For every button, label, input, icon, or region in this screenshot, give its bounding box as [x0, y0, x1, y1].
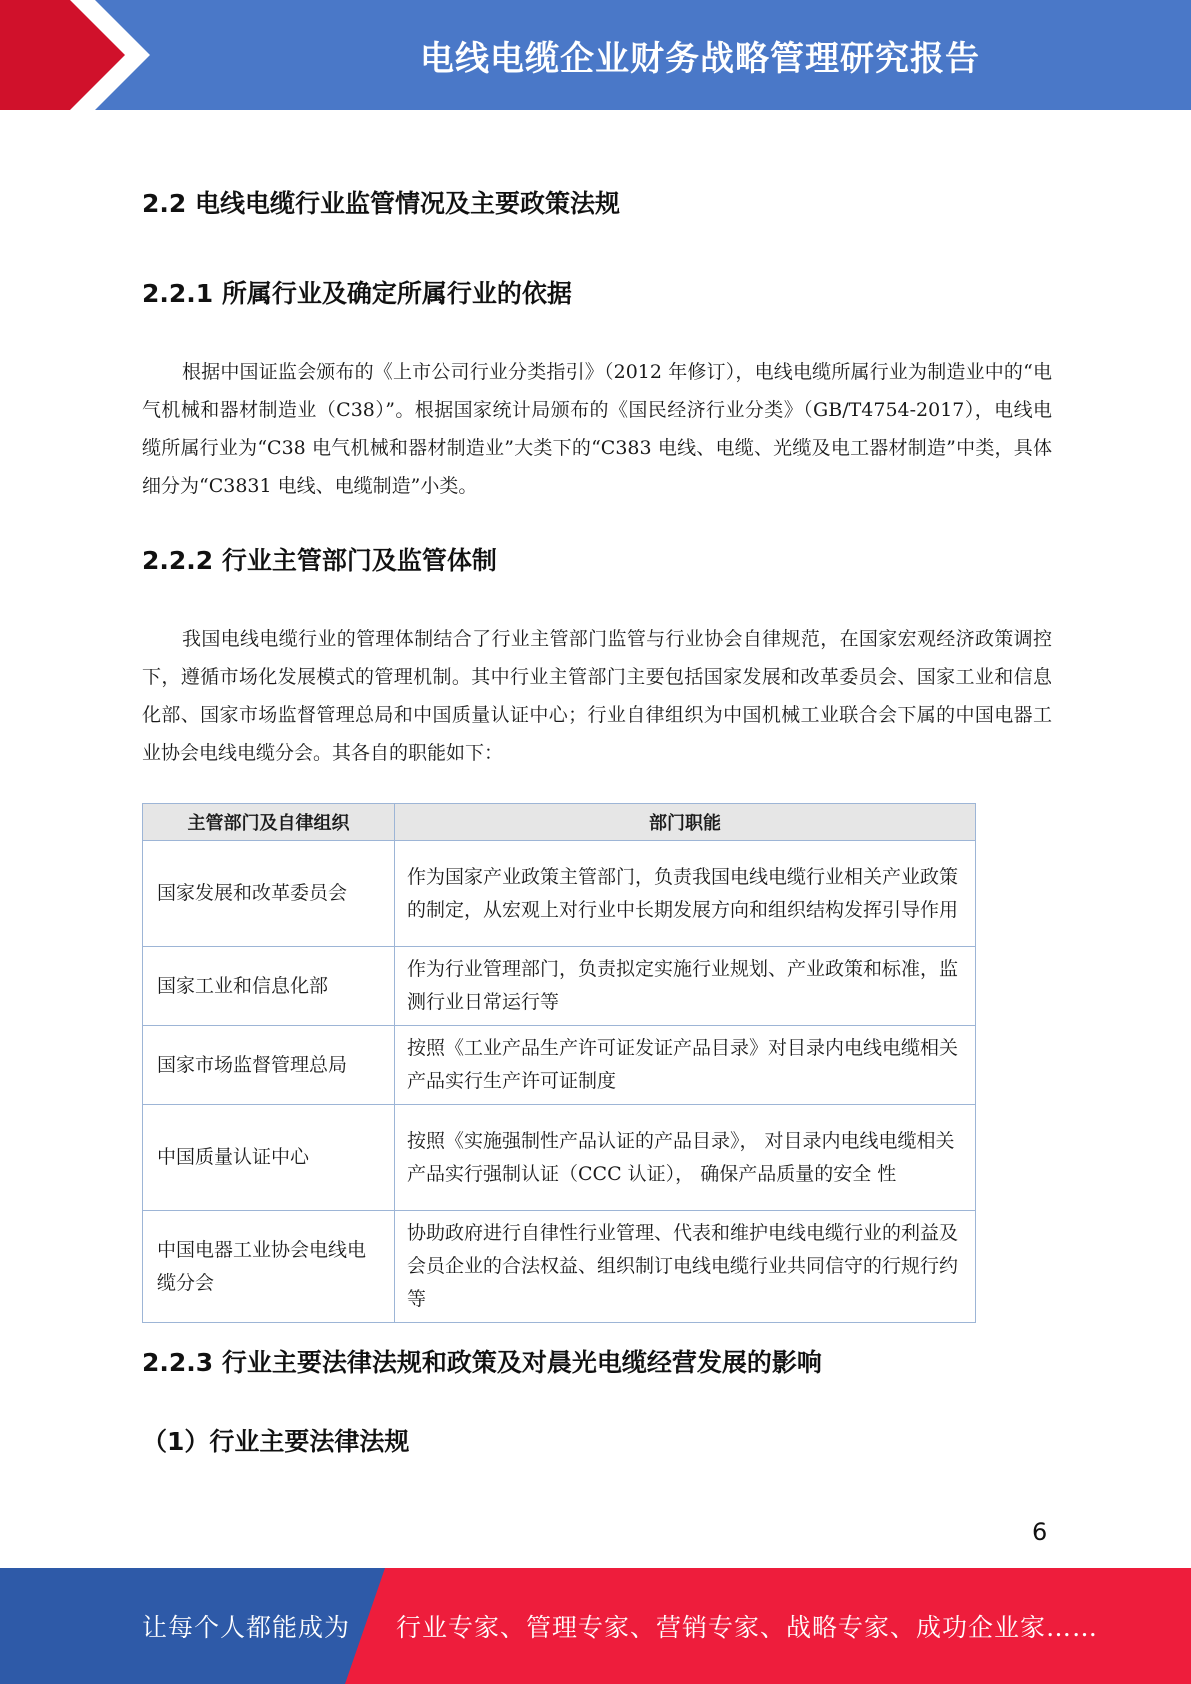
table-cell-org: 中国电器工业协会电线电缆分会	[143, 1211, 395, 1323]
table-header-row	[143, 804, 976, 841]
table-row	[143, 841, 976, 947]
table-cell-org: 国家工业和信息化部	[143, 947, 395, 1026]
paragraph-industry-classification: 根据中国证监会颁布的《上市公司行业分类指引》（2012 年修订），电线电缆所属行业为制造业中的“电气机械和器材制造业（C38）”。根据国家统计局颁布的《国民经济行业分类》（GB/T4754-2017），电线电缆所属行业为“C38 电气机械和器材制造业”大类下的“C383 电线、电缆、光缆及电工器材制造”中类，具体细分为“C3831 电线、电缆制造”小类。	[142, 361, 1052, 497]
page-footer	[0, 1568, 1191, 1684]
page-number: 6	[1032, 1518, 1048, 1546]
section-heading-2-2-1: 2.2.1 所属行业及确定所属行业的依据	[142, 279, 572, 308]
table-header-org: 主管部门及自律组织	[143, 804, 395, 841]
section-heading-2-2-3: 2.2.3 行业主要法律法规和政策及对晨光电缆经营发展的影响	[142, 1348, 822, 1377]
table-cell-function: 按照《实施强制性产品认证的产品目录》， 对目录内电线电缆相关产品实行强制认证（CCC 认证）， 确保产品质量的安全 性	[395, 1105, 976, 1211]
regulator-table-container	[142, 803, 976, 1323]
table-cell-function: 作为行业管理部门，负责拟定实施行业规划、产业政策和标准，监测行业日常运行等	[395, 947, 976, 1026]
table-cell-function: 作为国家产业政策主管部门，负责我国电线电缆行业相关产业政策的制定，从宏观上对行业中长期发展方向和组织结构发挥引导作用	[395, 841, 976, 947]
paragraph-regulatory-system: 我国电线电缆行业的管理体制结合了行业主管部门监管与行业协会自律规范，在国家宏观经济政策调控下，遵循市场化发展模式的管理机制。其中行业主管部门主要包括国家发展和改革委员会、国家工业和信息化部、国家市场监督管理总局和中国质量认证中心；行业自律组织为中国机械工业联合会下属的中国电器工业协会电线电缆分会。其各自的职能如下：	[142, 628, 1052, 764]
page-header	[0, 0, 1191, 110]
section-heading-2-2-2: 2.2.2 行业主管部门及监管体制	[142, 546, 497, 575]
regulator-table	[142, 803, 976, 1323]
subsection-heading-laws: （1）行业主要法律法规	[142, 1427, 410, 1456]
table-cell-org: 国家市场监督管理总局	[143, 1026, 395, 1105]
table-cell-function: 协助政府进行自律性行业管理、代表和维护电线电缆行业的利益及会员企业的合法权益、组织制订电线电缆行业共同信守的行规行约等	[395, 1211, 976, 1323]
table-cell-function: 按照《工业产品生产许可证发证产品目录》对目录内电线电缆相关产品实行生产许可证制度	[395, 1026, 976, 1105]
table-cell-org: 国家发展和改革委员会	[143, 841, 395, 947]
table-row	[143, 1026, 976, 1105]
table-cell-org: 中国质量认证中心	[143, 1105, 395, 1211]
footer-slogan-left: 让每个人都能成为	[142, 1613, 351, 1642]
table-row	[143, 947, 976, 1026]
table-header-function: 部门职能	[395, 804, 976, 841]
document-title: 电线电缆企业财务战略管理研究报告	[420, 38, 980, 79]
table-row	[143, 1211, 976, 1323]
table-row	[143, 1105, 976, 1211]
section-heading-2-2: 2.2 电线电缆行业监管情况及主要政策法规	[142, 189, 620, 218]
footer-slogan-right: 行业专家、管理专家、营销专家、战略专家、成功企业家……	[396, 1613, 1099, 1642]
